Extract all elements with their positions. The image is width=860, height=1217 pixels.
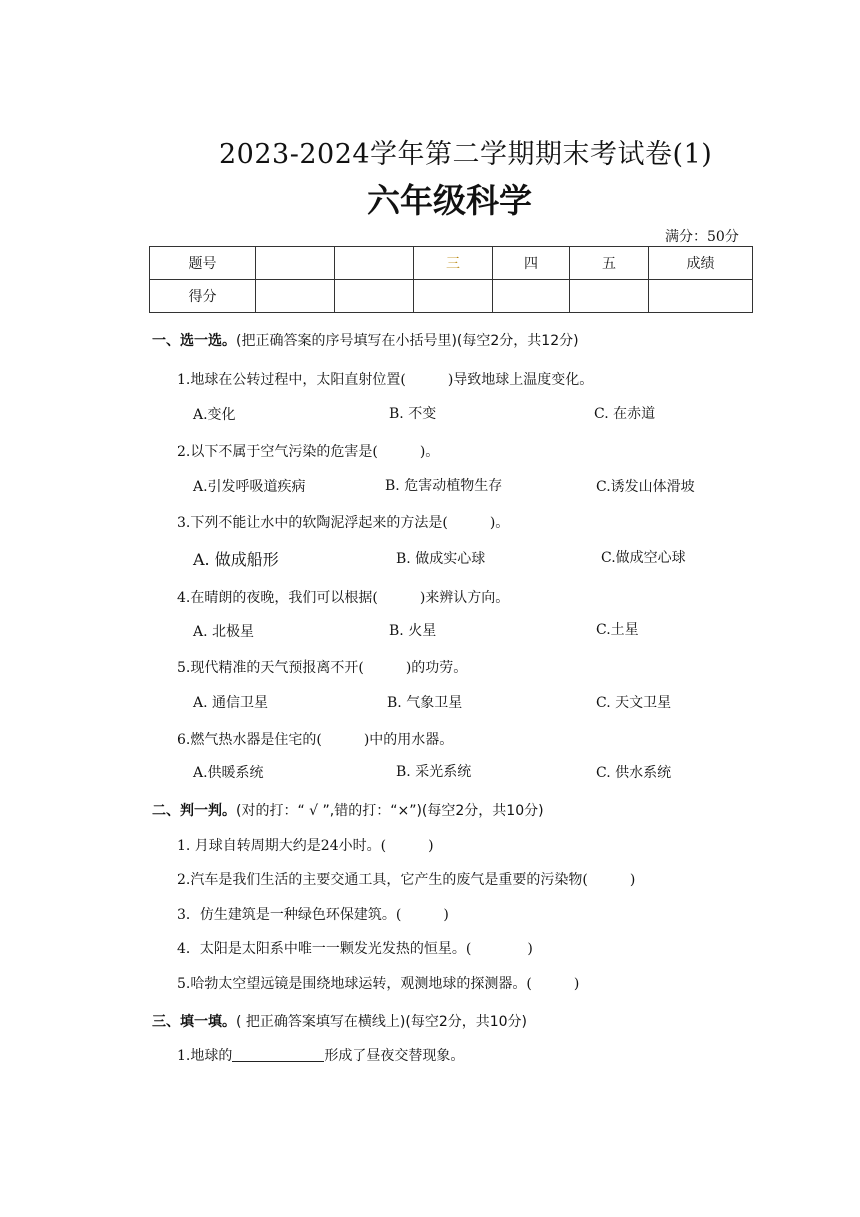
section2-heading (152, 800, 544, 820)
option-b: B. 气象卫星 (387, 695, 463, 711)
section1-heading (152, 330, 579, 350)
option-c: C.做成空心球 (601, 550, 686, 566)
question-stem: 2.以下不属于空气污染的危害是( )。 (177, 444, 440, 460)
score-cell (256, 280, 335, 313)
score-cell: 三 (414, 247, 493, 280)
score-table (149, 246, 753, 313)
section3-instruction: ( 把正确答案填写在横线上)(每空2分，共10分) (236, 1014, 528, 1030)
option-a: A.变化 (193, 407, 236, 423)
fill-item-before: 1.地球的 (177, 1048, 233, 1064)
score-table-header-row (150, 247, 753, 280)
fill-item-after: 形成了昼夜交替现象。 (324, 1048, 465, 1064)
section2-title: 二、判一判。 (152, 803, 236, 819)
question-stem: 6.燃气热水器是住宅的( )中的用水器。 (177, 732, 454, 748)
score-cell: 五 (570, 247, 649, 280)
option-c: C. 供水系统 (596, 765, 672, 781)
option-a: A. 北极星 (193, 624, 255, 640)
score-cell (335, 247, 414, 280)
score-cell (256, 247, 335, 280)
option-b: B. 做成实心球 (396, 551, 486, 567)
option-b: B. 火星 (389, 623, 437, 639)
section3-heading (152, 1011, 527, 1031)
score-cell: 题号 (150, 247, 256, 280)
option-c: C. 在赤道 (594, 406, 656, 422)
score-table-score-row (150, 280, 753, 313)
option-a: A. 通信卫星 (193, 695, 269, 711)
section2-instruction: (对的打：“ √ ”,错的打：“×”)(每空2分，共10分) (236, 803, 544, 819)
score-cell: 四 (493, 247, 570, 280)
answer-blank[interactable] (232, 1047, 324, 1062)
score-cell (335, 280, 414, 313)
judge-item: 4．太阳是太阳系中唯一一颗发光发热的恒星。( ) (177, 941, 533, 957)
score-cell (649, 280, 753, 313)
section3-title: 三、填一填。 (152, 1014, 236, 1030)
score-cell: 成绩 (649, 247, 753, 280)
option-c: C. 天文卫星 (596, 695, 672, 711)
option-c: C.土星 (596, 622, 639, 638)
option-a: A.供暖系统 (193, 765, 264, 781)
exam-subtitle: 六年级科学 (367, 181, 532, 220)
option-b: B. 不变 (389, 406, 437, 422)
score-cell (493, 280, 570, 313)
section1-title: 一、选一选。 (152, 333, 236, 349)
full-score: 满分：50分 (665, 229, 739, 245)
score-cell (414, 280, 493, 313)
fill-item (177, 1045, 464, 1065)
exam-title: 2023-2024学年第二学期期末考试卷(1) (219, 139, 713, 170)
question-stem: 4.在晴朗的夜晚，我们可以根据( )来辨认方向。 (177, 590, 510, 606)
question-stem: 3.下列不能让水中的软陶泥浮起来的方法是( )。 (177, 515, 510, 531)
score-cell (570, 280, 649, 313)
option-b: B. 采光系统 (396, 764, 472, 780)
judge-item: 1. 月球自转周期大约是24小时。( ) (177, 838, 434, 854)
judge-item: 3．仿生建筑是一种绿色环保建筑。( ) (177, 907, 449, 923)
section1-instruction: (把正确答案的序号填写在小括号里)(每空2分，共12分) (236, 333, 579, 349)
question-stem: 1.地球在公转过程中，太阳直射位置( )导致地球上温度变化。 (177, 372, 594, 388)
judge-item: 5.哈勃太空望远镜是围绕地球运转，观测地球的探测器。( ) (177, 976, 580, 992)
score-cell: 得分 (150, 280, 256, 313)
judge-item: 2.汽车是我们生活的主要交通工具，它产生的废气是重要的污染物( ) (177, 872, 636, 888)
option-b: B. 危害动植物生存 (385, 478, 503, 494)
option-a: A. 做成船形 (193, 550, 279, 569)
option-a: A.引发呼吸道疾病 (193, 479, 306, 495)
question-stem: 5.现代精准的天气预报离不开( )的功劳。 (177, 660, 468, 676)
option-c: C.诱发山体滑坡 (596, 479, 695, 495)
